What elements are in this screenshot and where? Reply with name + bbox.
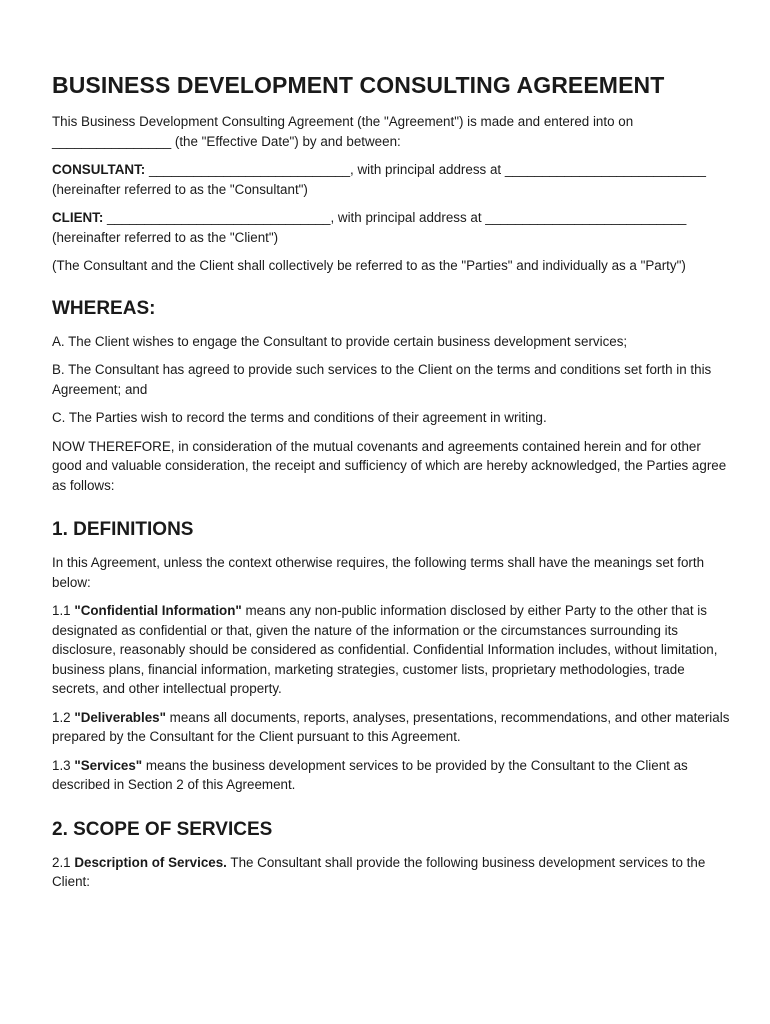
- definition-number: 1.1: [52, 603, 75, 618]
- client-paragraph: [52, 208, 732, 247]
- whereas-c: C. The Parties wish to record the terms and conditions of their agreement in writing.: [52, 410, 547, 425]
- parties-note: (The Consultant and the Client shall collectively be referred to as the "Parties" and individually as a "Party"): [52, 258, 686, 273]
- definition-number: 1.3: [52, 757, 75, 773]
- definitions-heading: 1. DEFINITIONS: [52, 519, 194, 540]
- definition-number: 1.2: [52, 709, 75, 725]
- definition-text: means the business development services to be provided by the Consultant to the Client as described in Section 2 of this Agreement.: [52, 757, 688, 792]
- definition-term: "Confidential Information": [74, 603, 242, 618]
- scope-heading: 2. SCOPE OF SERVICES: [52, 818, 273, 840]
- definition-services: [52, 756, 732, 795]
- consultant-paragraph: [52, 160, 732, 199]
- document-title: BUSINESS DEVELOPMENT CONSULTING AGREEMENT: [52, 72, 665, 98]
- document-body: [52, 68, 732, 892]
- whereas-heading: WHEREAS:: [52, 297, 156, 319]
- whereas-a: A. The Client wishes to engage the Consultant to provide certain business development services;: [52, 333, 628, 349]
- definition-deliverables: [52, 708, 732, 747]
- scope-description-paragraph: [52, 853, 732, 892]
- definition-term: "Deliverables": [74, 709, 166, 725]
- consultant-text: ___________________________, with principal address at ___________________________ (hereinafter referred to as the "Consultant"): [52, 162, 706, 197]
- definition-term: "Services": [74, 757, 143, 773]
- clause-text: The Consultant shall provide the following business development services to the Client:: [52, 854, 706, 889]
- client-text: ______________________________, with principal address at ___________________________ (hereinafter referred to as the "Client"): [52, 210, 687, 245]
- definitions-intro: In this Agreement, unless the context otherwise requires, the following terms shall have the meanings set forth below:: [52, 555, 705, 590]
- now-therefore-paragraph: NOW THEREFORE, in consideration of the mutual covenants and agreements contained herein and for other good and valuable consideration, the receipt and sufficiency of which are hereby acknowledged, the Parties agree as follows:: [52, 438, 727, 493]
- client-label: CLIENT:: [52, 210, 104, 225]
- definition-text: means any non-public information disclosed by either Party to the other that is designated as confidential or that, given the nature of the information or the circumstances surrounding its disclosure, reasonably should be considered as confidential. Confidential Information includes, without limitation, business plans, financial information, marketing strategies, customer lists, proprietary methodologies, trade secrets, and other intellectual property.: [52, 603, 718, 696]
- consultant-label: CONSULTANT:: [52, 162, 146, 177]
- definition-confidential-information: [52, 601, 732, 699]
- clause-number: 2.1: [52, 854, 75, 870]
- clause-term: Description of Services.: [74, 854, 227, 870]
- definition-text: means all documents, reports, analyses, presentations, recommendations, and other materials prepared by the Consultant for the Client pursuant to this Agreement.: [52, 709, 730, 744]
- intro-paragraph: This Business Development Consulting Agreement (the "Agreement") is made and entered into on ________________ (the "Effective Date") by and between:: [52, 114, 634, 149]
- whereas-b: B. The Consultant has agreed to provide such services to the Client on the terms and conditions set forth in this Agreement; and: [52, 362, 712, 397]
